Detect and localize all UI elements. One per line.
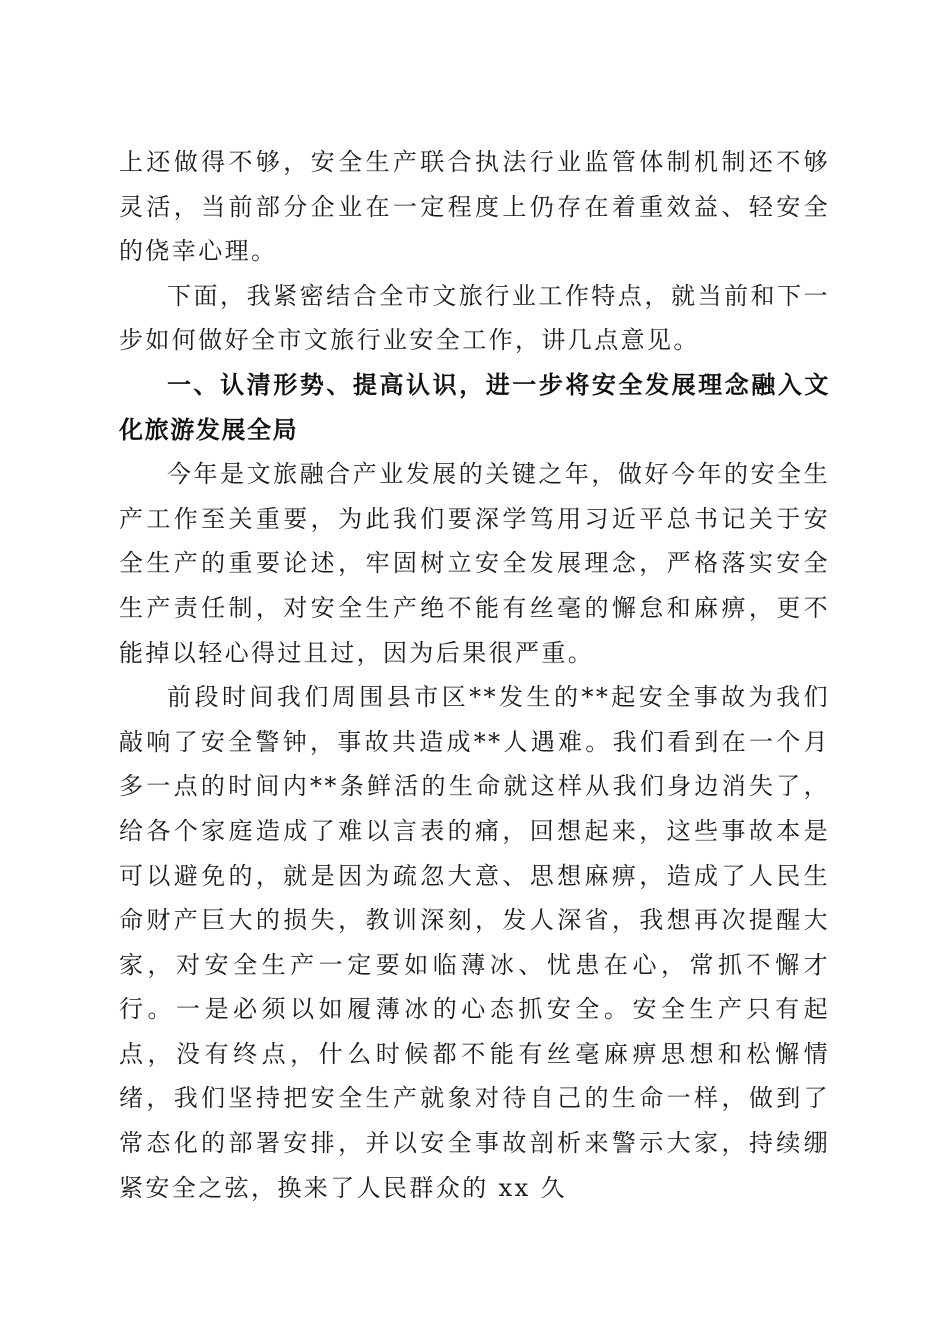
- section-heading: 一、认清形势、提高认识，进一步将安全发展理念融入文化旅游发展全局: [119, 370, 830, 444]
- document-body: [119, 140, 830, 1210]
- paragraph-body: 前段时间我们周围县市区**发生的**起安全事故为我们敲响了安全警钟，事故共造成**人遇难。我们看到在一个月多一点的时间内**条鲜活的生命就这样从我们身边消失了，给各个家庭造成了难以言表的痛，回想起来，这些事故本是可以避免的，就是因为疏忽大意、思想麻痹，造成了人民生命财产巨大的损失，教训深刻，发人深省，我想再次提醒大家，对安全生产一定要如临薄冰、忧患在心，常抓不懈才行。一是必须以如履薄冰的心态抓安全。安全生产只有起点，没有终点，什么时候都不能有丝毫麻痹思想和松懈情绪，我们坚持把安全生产就象对待自己的生命一样，做到了常态化的部署安排，并以安全事故剖析来警示大家，持续绷紧安全之弦，换来了人民群众的 xx 久: [119, 683, 830, 1202]
- paragraph-continued: 上还做得不够，安全生产联合执法行业监管体制机制还不够灵活，当前部分企业在一定程度上仍存在着重效益、轻安全的侥幸心理。: [119, 148, 830, 266]
- paragraph-intro: 下面，我紧密结合全市文旅行业工作特点，就当前和下一步如何做好全市文旅行业安全工作，讲几点意见。: [119, 281, 830, 355]
- paragraph-body: 今年是文旅融合产业发展的关键之年，做好今年的安全生产工作至关重要，为此我们要深学笃用习近平总书记关于安全生产的重要论述，牢固树立安全发展理念，严格落实安全生产责任制，对安全生产绝不能有丝毫的懈怠和麻痹，更不能掉以轻心得过且过，因为后果很严重。: [119, 460, 830, 667]
